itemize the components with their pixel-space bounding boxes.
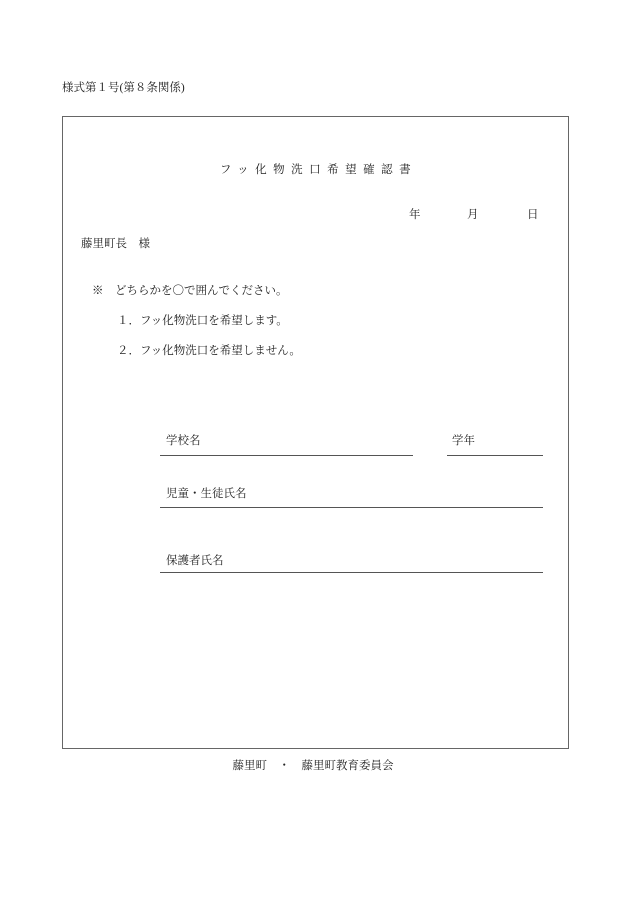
guardian-name-label: 保護者氏名 [166, 555, 224, 567]
guardian-name-line [160, 572, 543, 573]
grade-label: 学年 [452, 435, 475, 447]
date-year-label: 年 [409, 209, 421, 221]
date-month-label: 月 [467, 209, 479, 221]
option-no-wish: ２．フッ化物洗口を希望しません。 [117, 345, 301, 357]
instruction: ※ どちらかを〇で囲んでください。 [92, 285, 288, 297]
date-day-label: 日 [527, 209, 539, 221]
form-number: 様式第１号(第８条関係) [62, 82, 185, 94]
school-name-line [160, 455, 413, 456]
form-title: フッ化物洗口希望確認書 [219, 164, 418, 176]
school-name-label: 学校名 [166, 435, 201, 447]
student-name-line [160, 507, 543, 508]
grade-line [447, 455, 543, 456]
student-name-label: 児童・生徒氏名 [166, 488, 247, 500]
addressee: 藤里町長 様 [81, 238, 150, 250]
footer-issuer: 藤里町 ・ 藤里町教育委員会 [232, 760, 394, 772]
form-frame [62, 116, 569, 749]
option-wish: １．フッ化物洗口を希望します。 [117, 315, 288, 327]
